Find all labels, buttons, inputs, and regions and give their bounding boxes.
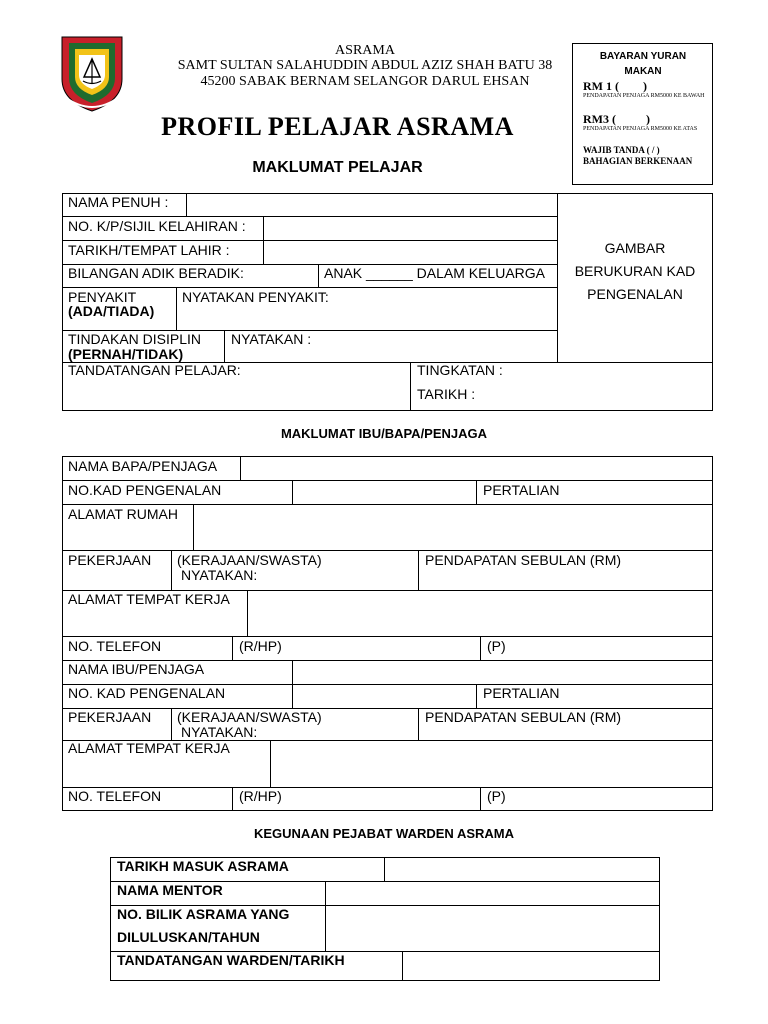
input-tarikh-tempat-lahir[interactable] xyxy=(265,242,556,263)
label-no-kad-ibu: NO. KAD PENGENALAN xyxy=(68,685,226,701)
label-nyatakan-penyakit: NYATAKAN PENYAKIT: xyxy=(182,289,329,305)
input-nama-bapa[interactable] xyxy=(242,458,711,479)
fee-option-rm3[interactable] xyxy=(583,113,650,126)
school-name-line-2: SAMT SULTAN SALAHUDDIN ABDUL AZIZ SHAH BATU 38 xyxy=(177,58,553,73)
input-nama-ibu[interactable] xyxy=(294,662,711,683)
label-p-ibu: (P) xyxy=(487,788,506,804)
label-no-kad-bapa: NO.KAD PENGENALAN xyxy=(68,482,222,498)
photo-placeholder[interactable] xyxy=(558,194,712,361)
label-pekerjaan-ibu: PEKERJAAN xyxy=(68,709,152,725)
fee-box-title: BAYARAN YURAN MAKAN xyxy=(599,51,687,77)
label-rhp-bapa: (R/HP) xyxy=(239,638,282,654)
label-nama-ibu: NAMA IBU/PENJAGA xyxy=(68,661,205,677)
label-pertalian-bapa: PERTALIAN xyxy=(483,482,560,498)
label-nyatakan-disiplin: NYATAKAN : xyxy=(231,331,312,347)
label-penyakit: PENYAKIT xyxy=(68,289,137,305)
label-telefon-bapa: NO. TELEFON xyxy=(68,638,162,654)
label-alamat-kerja-bapa: ALAMAT TEMPAT KERJA xyxy=(68,591,230,607)
fee-option-rm1[interactable] xyxy=(583,80,647,93)
label-diluluskan-tahun: DILULUSKAN/TAHUN xyxy=(117,929,260,945)
fee-option-rm3-close: ) xyxy=(646,112,650,126)
label-bilangan-adik-beradik: BILANGAN ADIK BERADIK: xyxy=(68,265,244,281)
label-nama-penuh: NAMA PENUH : xyxy=(68,194,169,210)
photo-caption-line-1: GAMBAR xyxy=(604,240,666,256)
photo-caption-line-2: BERUKURAN KAD xyxy=(574,263,696,279)
label-alamat-rumah: ALAMAT RUMAH xyxy=(68,506,178,522)
option-kerajaan-swasta-ibu[interactable]: (KERAJAAN/SWASTA) xyxy=(177,709,322,725)
label-pendapatan-ibu: PENDAPATAN SEBULAN (RM) xyxy=(425,709,622,725)
fee-option-rm3-note: PENDAPATAN PENJAGA RM5000 KE ATAS xyxy=(583,126,698,132)
option-pernah-tidak[interactable]: (PERNAH/TIDAK) xyxy=(68,346,184,362)
option-kerajaan-swasta-bapa[interactable]: (KERAJAAN/SWASTA) xyxy=(177,552,322,568)
label-pekerjaan-bapa: PEKERJAAN xyxy=(68,552,152,568)
section-title-parents: MAKLUMAT IBU/BAPA/PENJAGA xyxy=(280,426,488,441)
fee-option-rm3-label: RM3 ( xyxy=(583,112,616,126)
school-name-line-1: ASRAMA xyxy=(335,43,395,58)
fee-box-instruction: WAJIB TANDA ( / ) BAHAGIAN BERKENAAN xyxy=(583,145,693,166)
fee-option-rm1-label: RM 1 ( xyxy=(583,79,619,93)
label-pendapatan-bapa: PENDAPATAN SEBULAN (RM) xyxy=(425,552,622,568)
photo-caption-line-3: PENGENALAN xyxy=(587,286,683,302)
label-pertalian-ibu: PERTALIAN xyxy=(483,685,560,701)
input-alamat-kerja-ibu[interactable] xyxy=(272,742,711,786)
page-title: PROFIL PELAJAR ASRAMA xyxy=(161,112,514,141)
fee-option-rm1-close: ) xyxy=(643,79,647,93)
input-no-kp[interactable] xyxy=(265,218,556,239)
label-no-kp: NO. K/P/SIJIL KELAHIRAN : xyxy=(68,218,246,234)
school-address-line: 45200 SABAK BERNAM SELANGOR DARUL EHSAN xyxy=(200,74,530,89)
label-anak-dalam-keluarga[interactable]: ANAK ______ DALAM KELUARGA xyxy=(324,265,545,281)
label-tarikh: TARIKH : xyxy=(417,386,476,402)
fee-option-rm1-note: PENDAPATAN PENJAGA RM5000 KE BAWAH xyxy=(583,93,705,99)
label-alamat-kerja-ibu: ALAMAT TEMPAT KERJA xyxy=(68,740,230,756)
label-no-bilik-asrama: NO. BILIK ASRAMA YANG xyxy=(117,906,290,922)
label-nama-mentor: NAMA MENTOR xyxy=(117,882,223,898)
label-nama-bapa: NAMA BAPA/PENJAGA xyxy=(68,458,218,474)
label-rhp-ibu: (R/HP) xyxy=(239,788,282,804)
label-tingkatan: TINGKATAN : xyxy=(417,362,503,378)
section-title-warden: KEGUNAAN PEJABAT WARDEN ASRAMA xyxy=(253,826,514,841)
label-nyatakan-pekerjaan-bapa: NYATAKAN: xyxy=(181,567,258,583)
input-alamat-kerja-bapa[interactable] xyxy=(249,592,711,635)
input-tandatangan-warden[interactable] xyxy=(404,953,658,980)
input-nama-mentor[interactable] xyxy=(327,883,658,904)
input-no-kad-ibu[interactable] xyxy=(294,686,475,707)
input-nama-penuh[interactable] xyxy=(188,194,556,215)
input-no-bilik-asrama[interactable] xyxy=(327,907,658,950)
input-tandatangan-pelajar[interactable] xyxy=(64,380,408,409)
section-title-student: MAKLUMAT PELAJAR xyxy=(252,159,423,176)
label-tindakan-disiplin: TINDAKAN DISIPLIN xyxy=(68,331,202,347)
label-tarikh-tempat-lahir: TARIKH/TEMPAT LAHIR : xyxy=(68,242,230,258)
label-nyatakan-pekerjaan-ibu: NYATAKAN: xyxy=(181,724,258,740)
label-tarikh-masuk-asrama: TARIKH MASUK ASRAMA xyxy=(117,858,289,874)
label-p-bapa: (P) xyxy=(487,638,506,654)
option-ada-tiada[interactable]: (ADA/TIADA) xyxy=(68,303,155,319)
label-tandatangan-pelajar: TANDATANGAN PELAJAR: xyxy=(68,362,241,378)
school-crest-logo xyxy=(57,33,127,113)
label-telefon-ibu: NO. TELEFON xyxy=(68,788,162,804)
input-no-kad-bapa[interactable] xyxy=(294,482,475,503)
input-tarikh-masuk-asrama[interactable] xyxy=(386,859,658,880)
label-tandatangan-warden: TANDATANGAN WARDEN/TARIKH xyxy=(117,952,345,968)
input-alamat-rumah[interactable] xyxy=(195,506,711,549)
